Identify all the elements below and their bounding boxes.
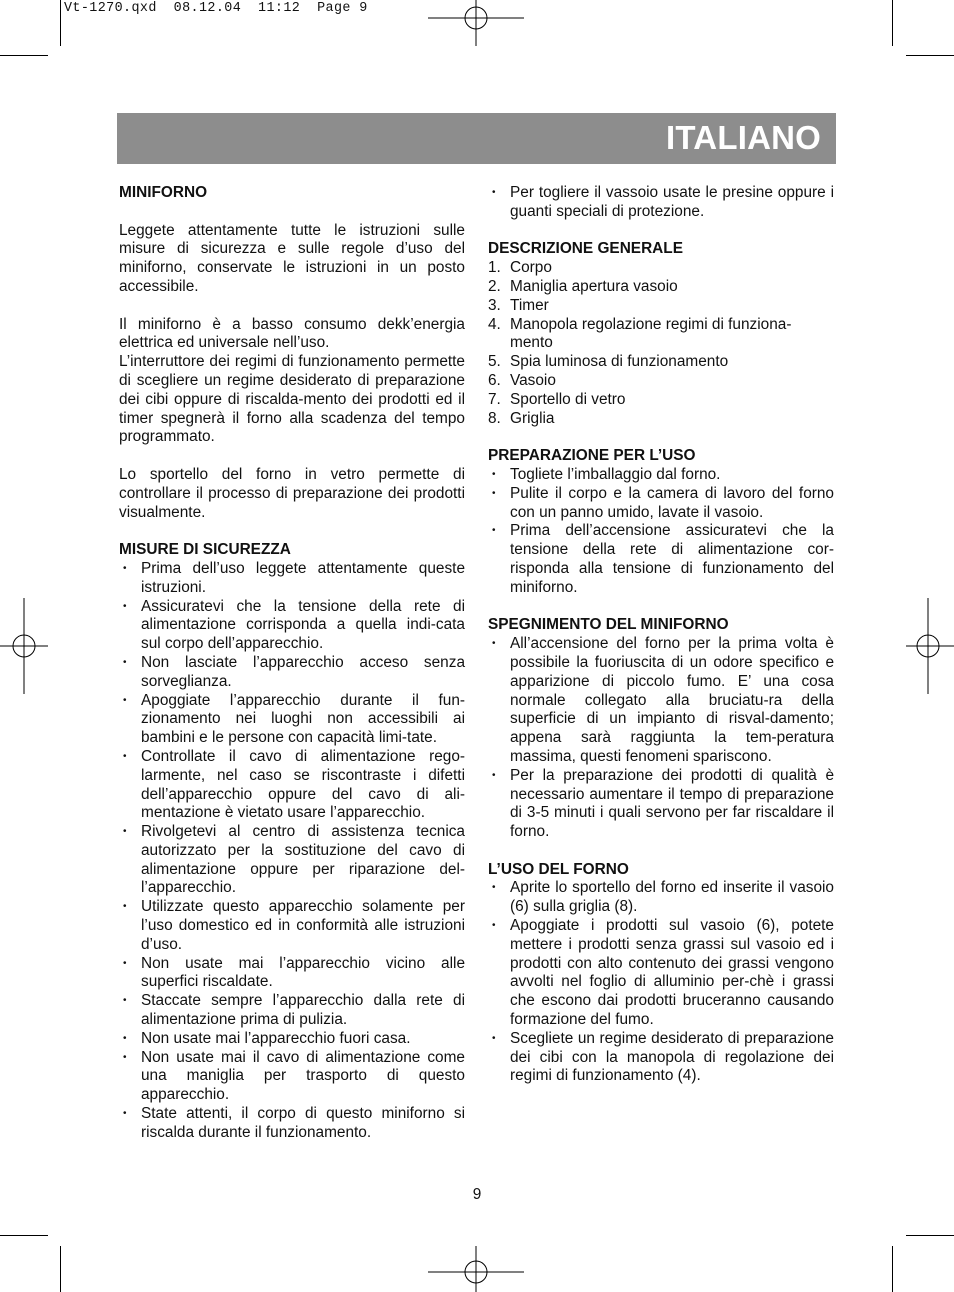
usage-list bbox=[488, 879, 834, 1086]
item-number: 1. bbox=[488, 259, 501, 277]
language-banner bbox=[117, 113, 836, 164]
crop-mark bbox=[0, 1235, 48, 1236]
list-item: • Non lasciate l’apparecchio acceso senza sorveglianza. bbox=[119, 654, 465, 692]
page-title: ITALIANO bbox=[666, 119, 821, 156]
list-item bbox=[488, 410, 834, 429]
section-heading-safety: MISURE DI SICUREZZA bbox=[119, 541, 291, 559]
list-item: • Pulite il corpo e la camera di lavoro del forno con un panno umido, lavate il vasoio. bbox=[488, 485, 834, 523]
list-item: • Per togliere il vassoio usate le presine oppure i guanti speciali di protezione. bbox=[488, 184, 834, 222]
item-text: Griglia bbox=[510, 409, 555, 427]
item-text: Spia luminosa di funzionamento bbox=[510, 353, 729, 371]
item-number: 6. bbox=[488, 371, 501, 389]
item-number: 5. bbox=[488, 353, 501, 371]
shutdown-list bbox=[488, 635, 834, 842]
registration-mark-top bbox=[428, 0, 524, 48]
list-item: • Non usate mai il cavo di alimentazione come una maniglia per trasporto di questo apparecchio. bbox=[119, 1049, 465, 1105]
print-slug: Vt-1270.qxd 08.12.04 11:12 Page 9 bbox=[64, 1, 368, 16]
intro-paragraph: Il miniforno è a basso consumo dekk’energia elettrica ed universale nell’uso. bbox=[119, 315, 465, 352]
list-item: • Staccate sempre l’apparecchio dalla rete di alimentazione prima di pulizia. bbox=[119, 992, 465, 1030]
list-item bbox=[488, 372, 834, 391]
list-item: • State attenti, il corpo di questo miniforno si riscalda durante il funzionamento. bbox=[119, 1105, 465, 1143]
intro-paragraph: Lo sportello del forno in vetro permette di controllare il processo di preparazione dei prodotti visualmente. bbox=[119, 465, 465, 521]
list-item: • Togliete l’imballaggio dal forno. bbox=[488, 466, 834, 485]
section-heading-description: DESCRIZIONE GENERALE bbox=[488, 240, 683, 258]
registration-mark-left bbox=[0, 598, 48, 694]
crop-mark bbox=[0, 55, 48, 56]
parts-list bbox=[488, 259, 834, 428]
registration-mark-right bbox=[906, 598, 954, 694]
item-number: 3. bbox=[488, 296, 501, 314]
preparation-list bbox=[488, 466, 834, 598]
section-heading-usage: L’USO DEL FORNO bbox=[488, 860, 629, 878]
crop-mark bbox=[60, 0, 61, 46]
item-text: Corpo bbox=[510, 259, 552, 277]
list-item: • Prima dell’accensione assicuratevi che la tensione della rete di alimentazione cor-risponda alla tensione di funzionamento del miniforno. bbox=[488, 522, 834, 597]
list-item: • Prima dell’uso leggete attentamente queste istruzioni. bbox=[119, 560, 465, 598]
crop-mark bbox=[892, 1246, 893, 1292]
list-item bbox=[488, 297, 834, 316]
crop-mark bbox=[906, 1235, 954, 1236]
list-item: • Scegliete un regime desiderato di preparazione dei cibi con la manopola di regolazione dei regimi di funzionamento (4). bbox=[488, 1030, 834, 1086]
item-number: 7. bbox=[488, 390, 501, 408]
item-text: Sportello di vetro bbox=[510, 390, 626, 408]
list-item bbox=[488, 316, 834, 354]
list-item: • Utilizzate questo apparecchio solamente per l’uso domestico ed in conformità alle istruzioni d’uso. bbox=[119, 898, 465, 954]
section-heading-shutdown: SPEGNIMENTO DEL MINIFORNO bbox=[488, 616, 729, 634]
list-item: • Per la preparazione dei prodotti di qualità è necessario aumentare il tempo di preparazione di 3-5 minuti i quali servono per far riscaldare il forno. bbox=[488, 767, 834, 842]
list-item: • All’accensione del forno per la prima volta è possibile la fuoriuscita di un odore specifico e apparizione di piccolo fumo. E’ una cosa normale collegato alla bruciatu-ra della superficie di un impianto di risval-damento; appena sarà raggiunta la tem-peratura massima, questi fenomeni spariscono. bbox=[488, 635, 834, 767]
safety-list bbox=[119, 560, 465, 1143]
list-item: • Rivolgetevi al centro di assistenza tecnica autorizzato per la sostituzione del cavo di alimentazione oppure per riparazione del-l’apparecchio. bbox=[119, 823, 465, 898]
list-item: • Assicuratevi che la tensione della rete di alimentazione corrisponda a quella indi-cata sul corpo dell’apparecchio. bbox=[119, 598, 465, 654]
registration-mark-bottom bbox=[428, 1246, 524, 1292]
section-heading-preparation: PREPARAZIONE PER L’USO bbox=[488, 447, 696, 465]
list-item bbox=[488, 391, 834, 410]
item-number: 4. bbox=[488, 315, 501, 333]
crop-mark bbox=[906, 55, 954, 56]
item-text: Vasoio bbox=[510, 371, 556, 389]
list-item: • Aprite lo sportello del forno ed inserite il vasoio (6) sulla griglia (8). bbox=[488, 879, 834, 917]
list-item: • Apoggiate i prodotti sul vasoio (6), potete mettere i prodotti senza grassi sul vasoio ed i prodotti con alto contenuto dei grassi vengono avvolti nel foglio di alluminio per-chè i grassi che escono dai prodotti bruceranno causando formazione del fumo. bbox=[488, 917, 834, 1030]
crop-mark bbox=[892, 0, 893, 46]
item-number: 2. bbox=[488, 277, 501, 295]
list-item bbox=[488, 353, 834, 372]
crop-mark bbox=[60, 1246, 61, 1292]
list-item: • Non usate mai l’apparecchio fuori casa. bbox=[119, 1030, 465, 1049]
intro-paragraph: Leggete attentamente tutte le istruzioni sulle misure di sicurezza e sulle regole d’uso del miniforno, conservate le istruzioni in un posto accessibile. bbox=[119, 221, 465, 295]
list-item: • Non usate mai l’apparecchio vicino alle superfici riscaldate. bbox=[119, 955, 465, 993]
list-item bbox=[488, 278, 834, 297]
intro-paragraph: L’interruttore dei regimi di funzionamento permette di scegliere un regime desiderato di preparazione dei cibi oppure di riscalda-mento dei prodotti ed il timer spegnerà il forno alla scadenza del tempo programmato. bbox=[119, 353, 465, 446]
list-item bbox=[488, 259, 834, 278]
list-item: • Controllate il cavo di alimentazione rego-larmente, nel caso se riscontraste i difetti dell’apparecchio oppure del cavo di ali-mentazione è vietato usare l’apparecchio. bbox=[119, 748, 465, 823]
item-text: Maniglia apertura vasoio bbox=[510, 277, 678, 295]
section-heading-miniforno: MINIFORNO bbox=[119, 184, 208, 201]
safety-list-continued bbox=[488, 184, 834, 222]
list-item: • Apoggiate l’apparecchio durante il fun-zionamento nei luoghi non accessibili ai bambini e le persone con capacità limi-tate. bbox=[119, 692, 465, 748]
item-number: 8. bbox=[488, 409, 501, 427]
page-number: 9 bbox=[472, 1186, 482, 1203]
item-text: Timer bbox=[510, 296, 549, 314]
item-text: Manopola regolazione regimi di funziona-mento bbox=[510, 315, 792, 352]
left-column bbox=[119, 184, 465, 1143]
right-column bbox=[488, 184, 834, 1086]
